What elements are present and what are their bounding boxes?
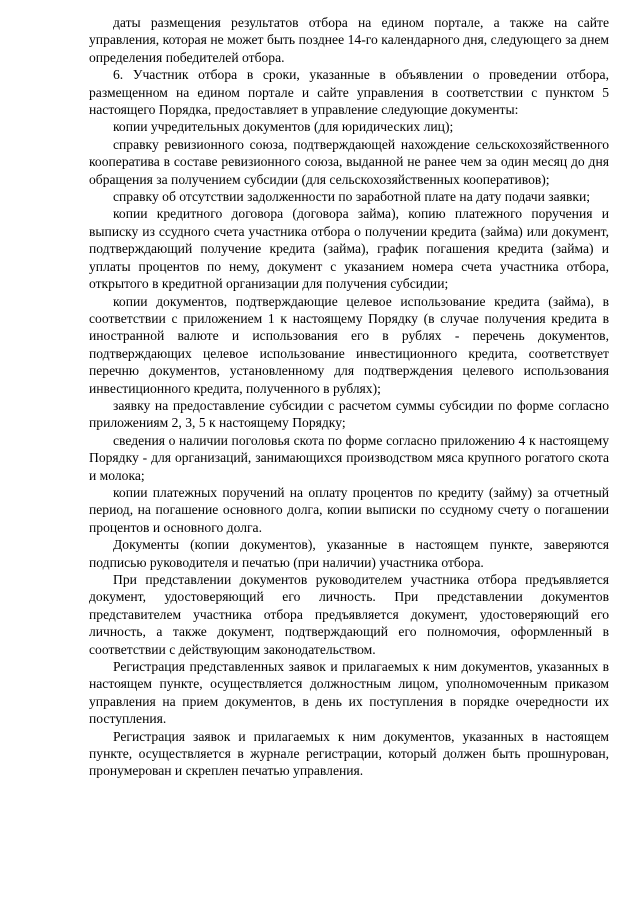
- list-item: справку об отсутствии задолженности по заработной плате на дату подачи заявки;: [113, 189, 591, 205]
- list-item: сведения о наличии поголовья скота по форме согласно приложению 4 к настоящему Порядку - для организаций, занимающихся производством мяса крупного рогатого скота и молока;: [89, 432, 609, 483]
- paragraph-identity: При представлении документов руководителем участника отбора предъявляется документ, удостоверяющий его личность. При представлении документов представителем участника отбора предъявляется документ, удостоверяющий его личность, а также документ, подтверждающий его полномочия, оформленный в соответствии с действующим законодательством.: [89, 572, 609, 657]
- paragraph-registration: Регистрация представленных заявок и прилагаемых к ним документов, указанных в настоящем пункте, осуществляется должностным лицом, уполномоченным приказом управления на прием документов, в день их поступления в порядке очередности их поступления.: [89, 659, 609, 727]
- list-item: копии учредительных документов (для юридических лиц);: [113, 119, 454, 135]
- paragraph-journal: Регистрация заявок и прилагаемых к ним документов, указанных в настоящем пункте, осуществляется в журнале регистрации, который должен быть прошнурован, пронумерован и скреплен печатью управления.: [89, 728, 609, 779]
- list-item: копии документов, подтверждающие целевое использование кредита (займа), в соответствии с приложением 1 к настоящему Порядку (в случае получения кредита в иностранной валюте и использования его в рублях - перечень документов, подтверждающих целевое использование инвестиционного кредита, соответствует перечню документов, установленному для подтверждения целевого использования инвестиционного кредита, полученного в рублях);: [89, 293, 609, 396]
- paragraph-item-6: 6. Участник отбора в сроки, указанные в объявлении о проведении отбора, размещенном на едином портале и сайте управления в соответствии с пунктом 5 настоящего Порядка, предоставляет в управление следующие документы:: [89, 67, 609, 118]
- list-item: справку ревизионного союза, подтверждающей нахождение сельскохозяйственного кооператива в составе ревизионного союза, выданной не ранее чем за один месяц до дня обращения за получением субсидии (для сельскохозяйственных кооперативов);: [89, 136, 609, 187]
- paragraph-certification: Документы (копии документов), указанные в настоящем пункте, заверяются подписью руководителя и печатью (при наличии) участника отбора.: [89, 537, 609, 570]
- list-item: копии платежных поручений на оплату процентов по кредиту (займу) за отчетный период, на погашение основного долга, копии выписки по ссудному счету о погашении процентов и основного долга.: [89, 484, 609, 535]
- list-item: копии кредитного договора (договора займа), копию платежного поручения и выписку из ссудного счета участника отбора о получении кредита (займа) или документ, подтверждающий получение кредита (займа), график погашения кредита (займа) и уплаты процентов по нему, документ с указанием номера счета участника отбора, открытого в кредитной организации для получения субсидии;: [89, 206, 609, 292]
- document-page: [89, 14, 609, 780]
- paragraph-deadline-continuation: даты размещения результатов отбора на едином портале, а также на сайте управления, которая не может быть позднее 14-го календарного дня, следующего за днем определения победителей отбора.: [89, 15, 609, 65]
- list-item: заявку на предоставление субсидии с расчетом суммы субсидии по форме согласно приложениям 2, 3, 5 к настоящему Порядку;: [89, 397, 609, 431]
